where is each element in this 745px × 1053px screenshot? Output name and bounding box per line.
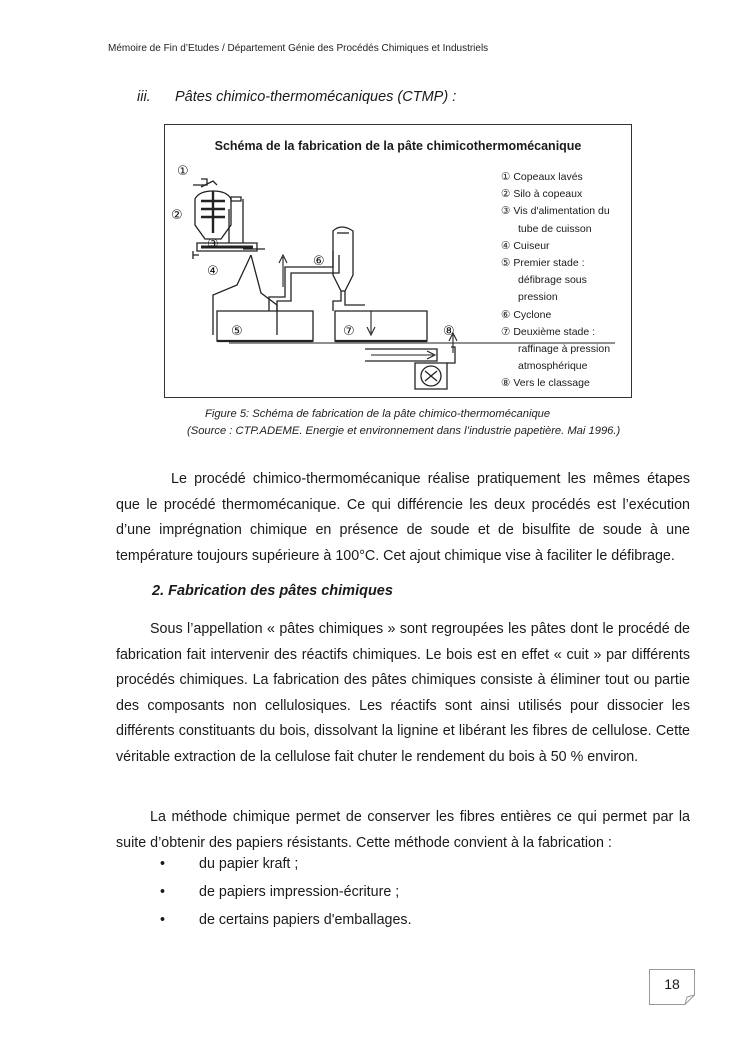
- legend-text: Vis d'alimentation du: [513, 205, 610, 218]
- page-number-box: [649, 969, 695, 1005]
- bullet-dot: •: [160, 884, 166, 900]
- legend-text: pression: [518, 291, 558, 304]
- diagram-label-1: ①: [177, 164, 189, 179]
- legend-mark: ②: [501, 188, 511, 201]
- figure-legend: [501, 169, 629, 393]
- legend-text: Cyclone: [513, 308, 552, 321]
- figure-source: (Source : CTP.ADEME. Energie et environnement dans l’industrie papetière. Mai 1996.): [187, 425, 621, 437]
- paragraph-chemical-method: La méthode chimique permet de conserver les fibres entières ce qui permet par la suite d’obtenir des papiers résistants. Cette méthode convient à la fabrication :: [116, 809, 690, 851]
- legend-item-cont: [501, 289, 629, 306]
- legend-text: Silo à copeaux: [513, 188, 583, 201]
- legend-item-cont: [501, 341, 629, 358]
- legend-mark: ⑧: [501, 377, 511, 390]
- list-item-text: du papier kraft ;: [199, 856, 299, 872]
- legend-mark: ③: [501, 205, 511, 218]
- legend-item: [501, 203, 629, 220]
- legend-item-cont: [501, 358, 629, 375]
- legend-item: [501, 255, 629, 272]
- legend-text: défibrage sous: [518, 274, 587, 287]
- bullet-dot: •: [160, 912, 166, 928]
- legend-mark: ⑦: [501, 325, 511, 338]
- diagram-label-6: ⑥: [313, 254, 325, 269]
- diagram-label-3: ③: [207, 237, 219, 252]
- legend-text: Cuiseur: [513, 239, 550, 252]
- legend-text: tube de cuisson: [518, 222, 592, 235]
- paragraph-chemical-pulps: Sous l’appellation « pâtes chimiques » sont regroupées les pâtes dont le procédé de fabrication fait intervenir des réactifs chimiques. Le bois est en effet « cuit » par différents procédés chimiques. La fabrication des pâtes chimiques consiste à éliminer tout ou partie des composants non cellulosiques. Les réactifs sont ainsi utilisés pour dissocier les différents constituants du bois, dissolvant la lignine et libérant les fibres de cellulose. Cette véritable extraction de la cellulose fait chuter le rendement du bois à 50 % environ.: [116, 621, 690, 765]
- diagram-label-7: ⑦: [343, 324, 355, 339]
- legend-item: [501, 186, 629, 203]
- legend-mark: ⑥: [501, 308, 511, 321]
- legend-text: Copeaux lavés: [513, 171, 583, 183]
- legend-text: Premier stade :: [513, 257, 585, 270]
- figure-title: Schéma de la fabrication de la pâte chimicothermomécanique: [214, 139, 582, 153]
- legend-item: [501, 324, 629, 341]
- legend-item: [501, 375, 629, 392]
- diagram-label-8: ⑧: [443, 324, 455, 339]
- legend-text: Vers le classage: [513, 377, 590, 390]
- legend-text: Deuxième stade :: [513, 325, 596, 338]
- legend-text: atmosphérique: [518, 360, 588, 373]
- legend-item: [501, 238, 629, 255]
- chip-inlet-arrow: [201, 181, 217, 187]
- legend-item-cont: [501, 221, 629, 238]
- cyclone: [333, 227, 353, 291]
- subsection-title: Pâtes chimico-thermomécaniques (CTMP) :: [175, 89, 457, 105]
- legend-mark: ④: [501, 239, 511, 252]
- diagram-label-2: ②: [171, 208, 183, 223]
- list-item-text: de papiers impression-écriture ;: [199, 884, 400, 900]
- figure-caption: Figure 5: Schéma de fabrication de la pâte chimico-thermomécanique: [205, 408, 551, 420]
- legend-text: raffinage à pression: [518, 343, 611, 356]
- list-item-text: de certains papiers d'emballages.: [199, 912, 412, 928]
- legend-mark: ①: [501, 171, 511, 183]
- section-heading: 2. Fabrication des pâtes chimiques: [152, 583, 393, 599]
- subsection-heading: [137, 89, 456, 105]
- legend-item: [501, 307, 629, 324]
- subsection-number: iii.: [137, 89, 151, 105]
- chip-inlet-line: [193, 179, 207, 185]
- bullet-dot: •: [160, 856, 166, 872]
- page-number: 18: [664, 976, 680, 992]
- paragraph-ctmp: Le procédé chimico-thermomécanique réalise pratiquement les mêmes étapes que le procédé thermomécanique. Ce qui différencie les deux procédés est l’exécution d’une imprégnation chimique en présence de soude et de bisulfite de soude à une température toujours supérieure à 100°C. Cet ajout chimique vise à faciliter le défibrage.: [116, 471, 690, 564]
- process-figure: [164, 124, 632, 398]
- legend-item-cont: [501, 272, 629, 289]
- legend-mark: ⑤: [501, 257, 511, 270]
- legend-item: [501, 169, 629, 186]
- cooker-body: [213, 255, 251, 335]
- page-header: Mémoire de Fin d’Etudes / Département Génie des Procédés Chimiques et Industriels: [108, 43, 489, 54]
- diagram-label-5: ⑤: [231, 324, 243, 339]
- diagram-label-4: ④: [207, 264, 219, 279]
